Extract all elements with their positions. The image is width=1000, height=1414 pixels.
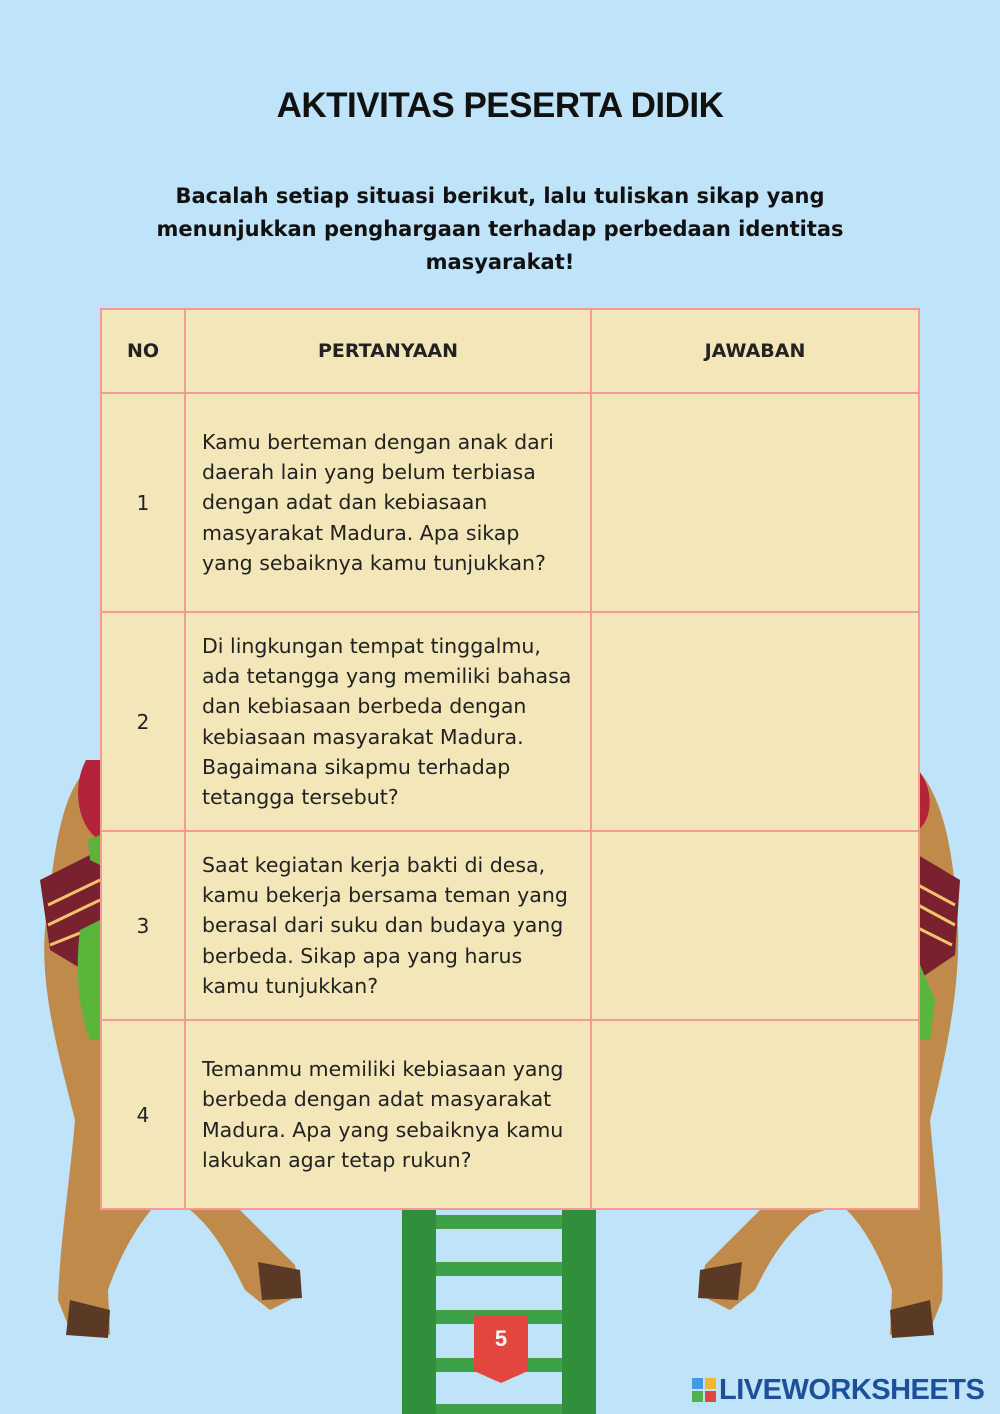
table-row (101, 831, 919, 1020)
worksheet-table (100, 308, 920, 1210)
liveworksheets-icon (692, 1378, 716, 1402)
row-number: 2 (101, 612, 185, 831)
question-text: Kamu berteman dengan anak dari daerah lain yang belum terbiasa dengan adat dan kebiasaan masyarakat Madura. Apa sikap yang sebaiknya kamu tunjukkan? (185, 393, 591, 612)
question-text: Di lingkungan tempat tinggalmu, ada tetangga yang memiliki bahasa dan kebiasaan berbeda dengan kebiasaan masyarakat Madura. Bagaimana sikapmu terhadap tetangga tersebut? (185, 612, 591, 831)
row-number: 1 (101, 393, 185, 612)
answer-input-1[interactable] (592, 484, 918, 521)
question-text: Saat kegiatan kerja bakti di desa, kamu bekerja bersama teman yang berasal dari suku dan budaya yang berbeda. Sikap apa yang harus kamu tunjukkan? (185, 831, 591, 1020)
answer-input-2[interactable] (592, 703, 918, 740)
table-header-row (101, 309, 919, 393)
answer-input-4[interactable] (592, 1096, 918, 1133)
table-row (101, 612, 919, 831)
page-number: 5 (494, 1326, 508, 1351)
row-number: 3 (101, 831, 185, 1020)
answer-input-3[interactable] (592, 907, 918, 944)
answer-cell[interactable] (591, 393, 919, 612)
header-no: NO (101, 309, 185, 393)
instruction-text: Bacalah setiap situasi berikut, lalu tuliskan sikap yang menunjukkan penghargaan terhadap perbedaan identitas masyarakat! (156, 184, 844, 274)
row-number: 4 (101, 1020, 185, 1209)
header-answer: JAWABAN (591, 309, 919, 393)
table-row (101, 393, 919, 612)
answer-cell[interactable] (591, 831, 919, 1020)
question-text: Temanmu memiliki kebiasaan yang berbeda dengan adat masyarakat Madura. Apa yang sebaiknya kamu lakukan agar tetap rukun? (185, 1020, 591, 1209)
brand-text: LIVEWORKSHEETS (719, 1373, 985, 1406)
header-question: PERTANYAAN (185, 309, 591, 393)
liveworksheets-logo (692, 1373, 984, 1407)
table-row (101, 1020, 919, 1209)
answer-cell[interactable] (591, 1020, 919, 1209)
answer-cell[interactable] (591, 612, 919, 831)
page-title: AKTIVITAS PESERTA DIDIK (276, 86, 724, 125)
